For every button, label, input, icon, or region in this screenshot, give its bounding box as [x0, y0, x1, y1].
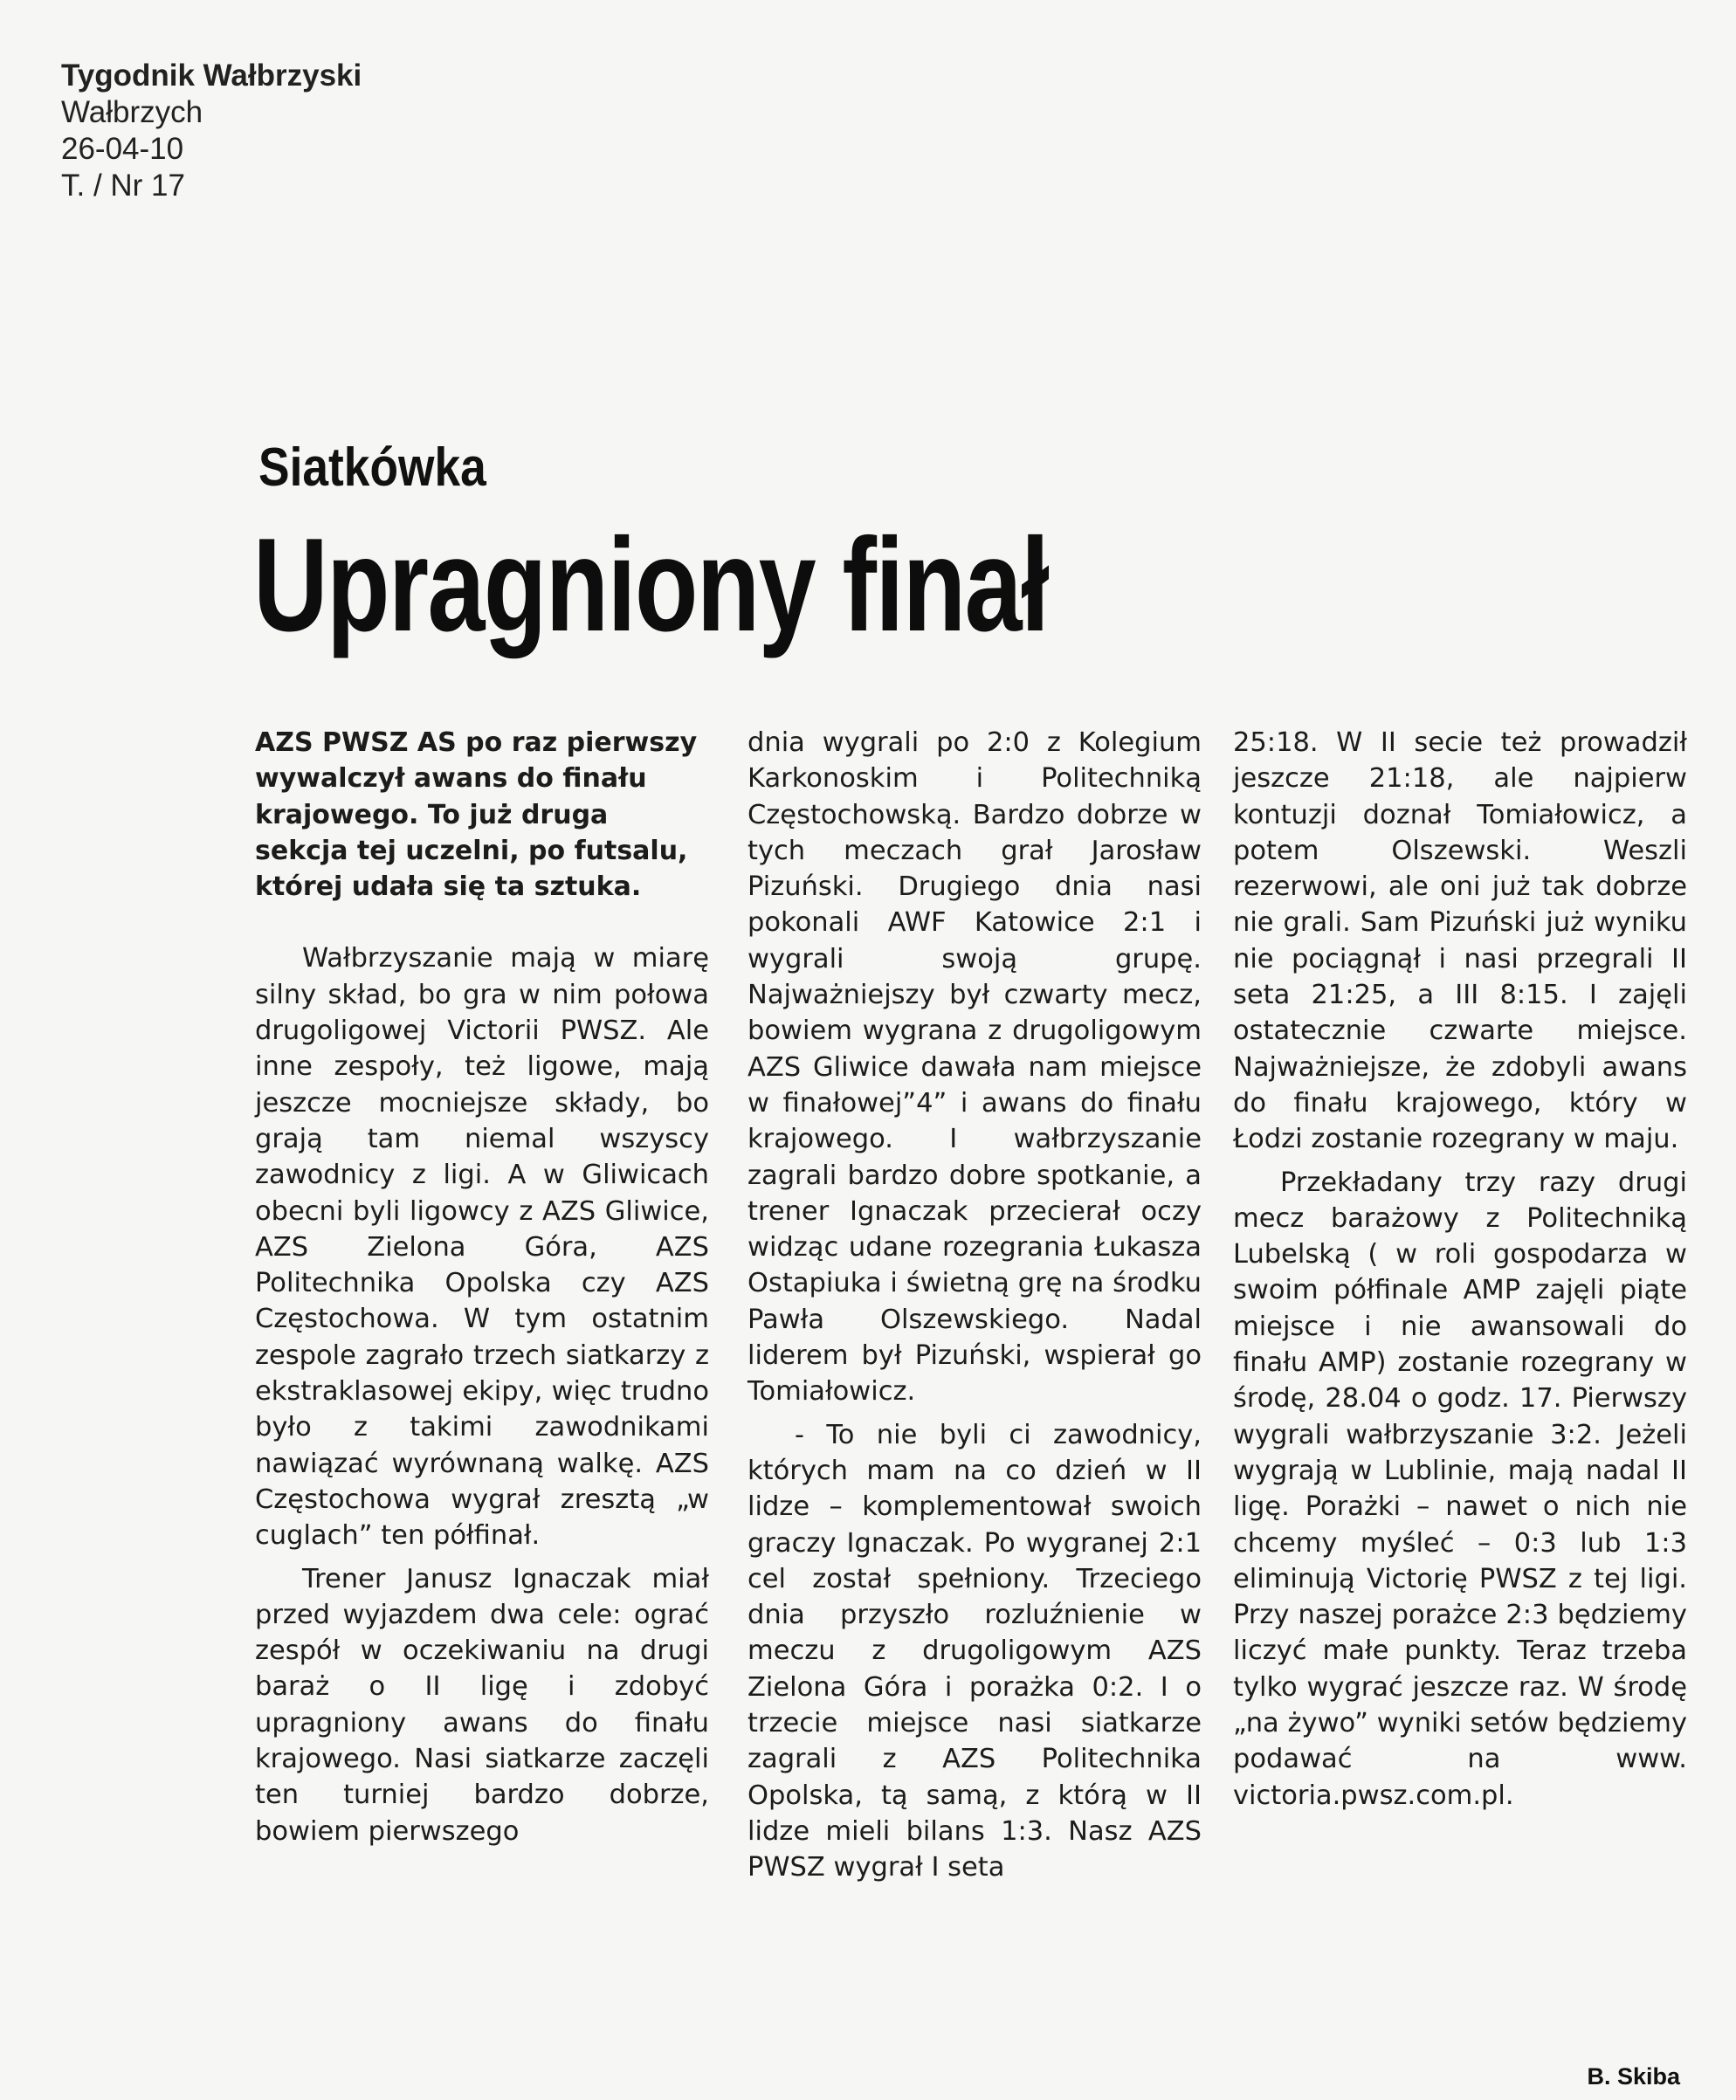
article-column-3 [1233, 725, 1687, 1814]
article-lead: AZS PWSZ AS po raz pierwszy wywalczył awans do finału krajowego. To już druga sekcja tej uczelni, po futsalu, której udała się ta sztuka. [255, 727, 698, 903]
paragraph: dnia wygrali po 2:0 z Kolegium Karkonoskim i Politechniką Częstochowską. Bardzo dobrze w tych meczach grał Jarosław Pizuński. Drugiego dnia nasi pokonali AWF Katowice 2:1 i wygrali swoją grupę. Najważniejszy był czwarty mecz, bowiem wygrana z drugoligowym AZS Gliwice dawała nam miejsce w finałowej”4” i awans do finału krajowego. I wałbrzyszanie zagrali bardzo dobre spotkanie, a trener Ignaczak przecierał oczy widząc udane rozegrania Łukasza Ostapiuka i świetną grę na środku Pawła Olszewskiego. Nadal liderem był Pizuński, wspierał go Tomiałowicz. [747, 727, 1202, 1408]
paragraph: 25:18. W II secie też prowadził jeszcze 21:18, ale najpierw kontuzji doznał Tomiałowicz, a potem Olszewski. Weszli rezerwowi, ale oni już tak dobrze nie grali. Sam Pizuński już wyniku nie pociągnął i nasi przegrali II seta 21:25, a III 8:15. I zajęli ostatecznie czwarte miejsce. Najważniejsze, że zdobyli awans do finału krajowego, który w Łodzi zostanie rozegrany w maju. [1233, 727, 1687, 1155]
paragraph: - To nie byli ci zawodnicy, których mam na co dzień w II lidze – komplementował swoich graczy Ignaczak. Po wygranej 2:1 cel został spełniony. Trzeciego dnia przyszło rozluźnienie w meczu z drugoligowym AZS Zielona Góra i porażka 0:2. I o trzecie miejsce nasi siatkarze zagrali z AZS Politechnika Opolska, tą samą, z którą w II lidze mieli bilans 1:3. Nasz AZS PWSZ wygrał I seta [747, 1419, 1202, 1883]
article-column-2 [747, 725, 1202, 1886]
publication-city: Wałbrzych [61, 95, 203, 129]
publication-date: 26-04-10 [61, 132, 184, 166]
article-headline: Upragniony finał [253, 511, 1049, 659]
masthead [61, 58, 362, 204]
paragraph: Przekładany trzy razy drugi mecz barażowy z Politechniką Lubelską ( w roli gospodarza w swoim półfinale AMP zajęli piąte miejsce i nie awansowali do finału AMP) zostanie rozegrany w środę, 28.04 o godz. 17. Pierwszy wygrali wałbrzyszanie 3:2. Jeżeli wygrają w Lublinie, mają nadal II ligę. Porażki – nawet o nich nie chcemy myśleć – 0:3 lub 1:3 eliminują Victorię PWSZ z tej ligi. Przy naszej porażce 2:3 będziemy liczyć małe punkty. Teraz trzeba tylko wygrać jeszcze raz. W środę „na żywo” wyniki setów będziemy podawać na www. victoria.pwsz.com.pl. [1233, 1167, 1687, 1811]
publication-name: Tygodnik Wałbrzyski [61, 59, 362, 93]
paragraph: Trener Janusz Ignaczak miał przed wyjazdem dwa cele: ograć zespół w oczekiwaniu na drugi baraż o II ligę i zdobyć upragniony awans do finału krajowego. Nasi siatkarze zaczęli ten turniej bardzo dobrze, bowiem pierwszego [255, 1563, 709, 1847]
paragraph: Wałbrzyszanie mają w miarę silny skład, bo gra w nim połowa drugoligowej Victorii PWSZ. Ale inne zespoły, też ligowe, mają jeszcze mocniejsze składy, bo grają tam niemal wszyscy zawodnicy z ligi. A w Gliwicach obecni byli ligowcy z AZS Gliwice, AZS Zielona Góra, AZS Politechnika Opolska czy AZS Częstochowa. W tym ostatnim zespole zagrało trzech siatkarzy z ekstraklasowej ekipy, więc trudno było z takimi zawodnikami nawiązać wyrównaną walkę. AZS Częstochowa wygrał zresztą „w cuglach” ten półfinał. [255, 943, 709, 1552]
issue-number: T. / Nr 17 [61, 169, 185, 203]
author-signature: B. Skiba [1587, 2063, 1680, 2090]
article-kicker: Siatkówka [258, 437, 486, 498]
article-column-1 [255, 725, 709, 1849]
